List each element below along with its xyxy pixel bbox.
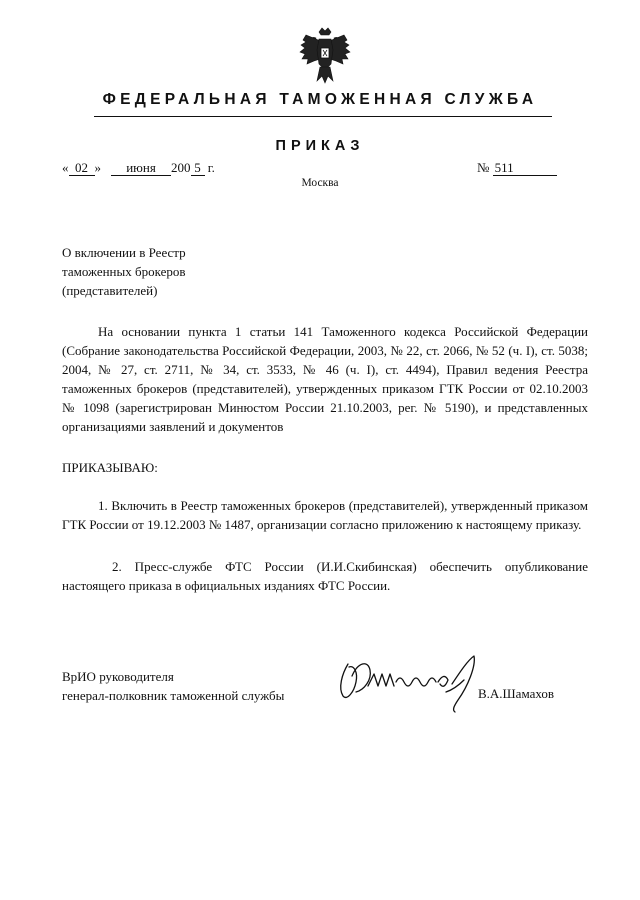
city: Москва (301, 177, 339, 189)
position-line: ВрИО руководителя (62, 669, 174, 684)
handwritten-signature (334, 652, 486, 714)
date-year-suffix: 5 (191, 161, 205, 176)
document-type: ПРИКАЗ (275, 138, 365, 154)
signatory-name: В.А.Шамахов (478, 686, 554, 701)
date-day: 02 (69, 161, 95, 176)
date-year-abbr: г. (207, 160, 215, 175)
header-divider (94, 116, 552, 117)
date-year-prefix: 200 (171, 160, 191, 175)
number-value: 511 (493, 161, 557, 176)
coat-of-arms-icon (298, 26, 352, 86)
order-word: ПРИКАЗЫВАЮ: (62, 460, 158, 475)
preamble-paragraph: На основании пункта 1 статьи 141 Таможенного кодекса Российской Федерации (Собрание законодательства Российской Федерации, 2003, № 22, ст. 2066, № 52 (ч. I), ст. 5038; 2004, № 27, ст. 2711, № 34, ст. 3533, № 46 (ч. I), ст. 4494), Правил ведения Реестра таможенных брокеров (представителей), утвержденных приказом ГТК России от 02.10.2003 № 1098 (зарегистрирован Минюстом России 21.10.2003, рег. № 5190), и представленных организациями заявлений и документов (62, 324, 588, 434)
number-prefix: № (477, 160, 490, 175)
date-open-quote: « (62, 160, 69, 175)
order-item-1: 1. Включить в Реестр таможенных брокеров (представителей), утвержденный приказом ГТК России от 19.12.2003 № 1487, организации согласно приложению к настоящему приказу. (62, 498, 588, 532)
signatory-position (62, 667, 284, 705)
subject-line: таможенных брокеров (62, 264, 186, 279)
date-close-quote: » (94, 160, 101, 175)
subject-block (62, 243, 186, 300)
subject-line: (представителей) (62, 283, 158, 298)
document-number (477, 160, 557, 176)
position-line: генерал-полковник таможенной службы (62, 688, 285, 703)
document-date (62, 160, 215, 176)
date-month: июня (111, 161, 171, 176)
subject-line: О включении в Реестр (62, 245, 186, 260)
order-item-2: 2. Пресс-службе ФТС России (И.И.Скибинская) обеспечить опубликование настоящего приказа в официальных изданиях ФТС России. (62, 559, 588, 593)
organization-title: ФЕДЕРАЛЬНАЯ ТАМОЖЕННАЯ СЛУЖБА (102, 91, 538, 108)
